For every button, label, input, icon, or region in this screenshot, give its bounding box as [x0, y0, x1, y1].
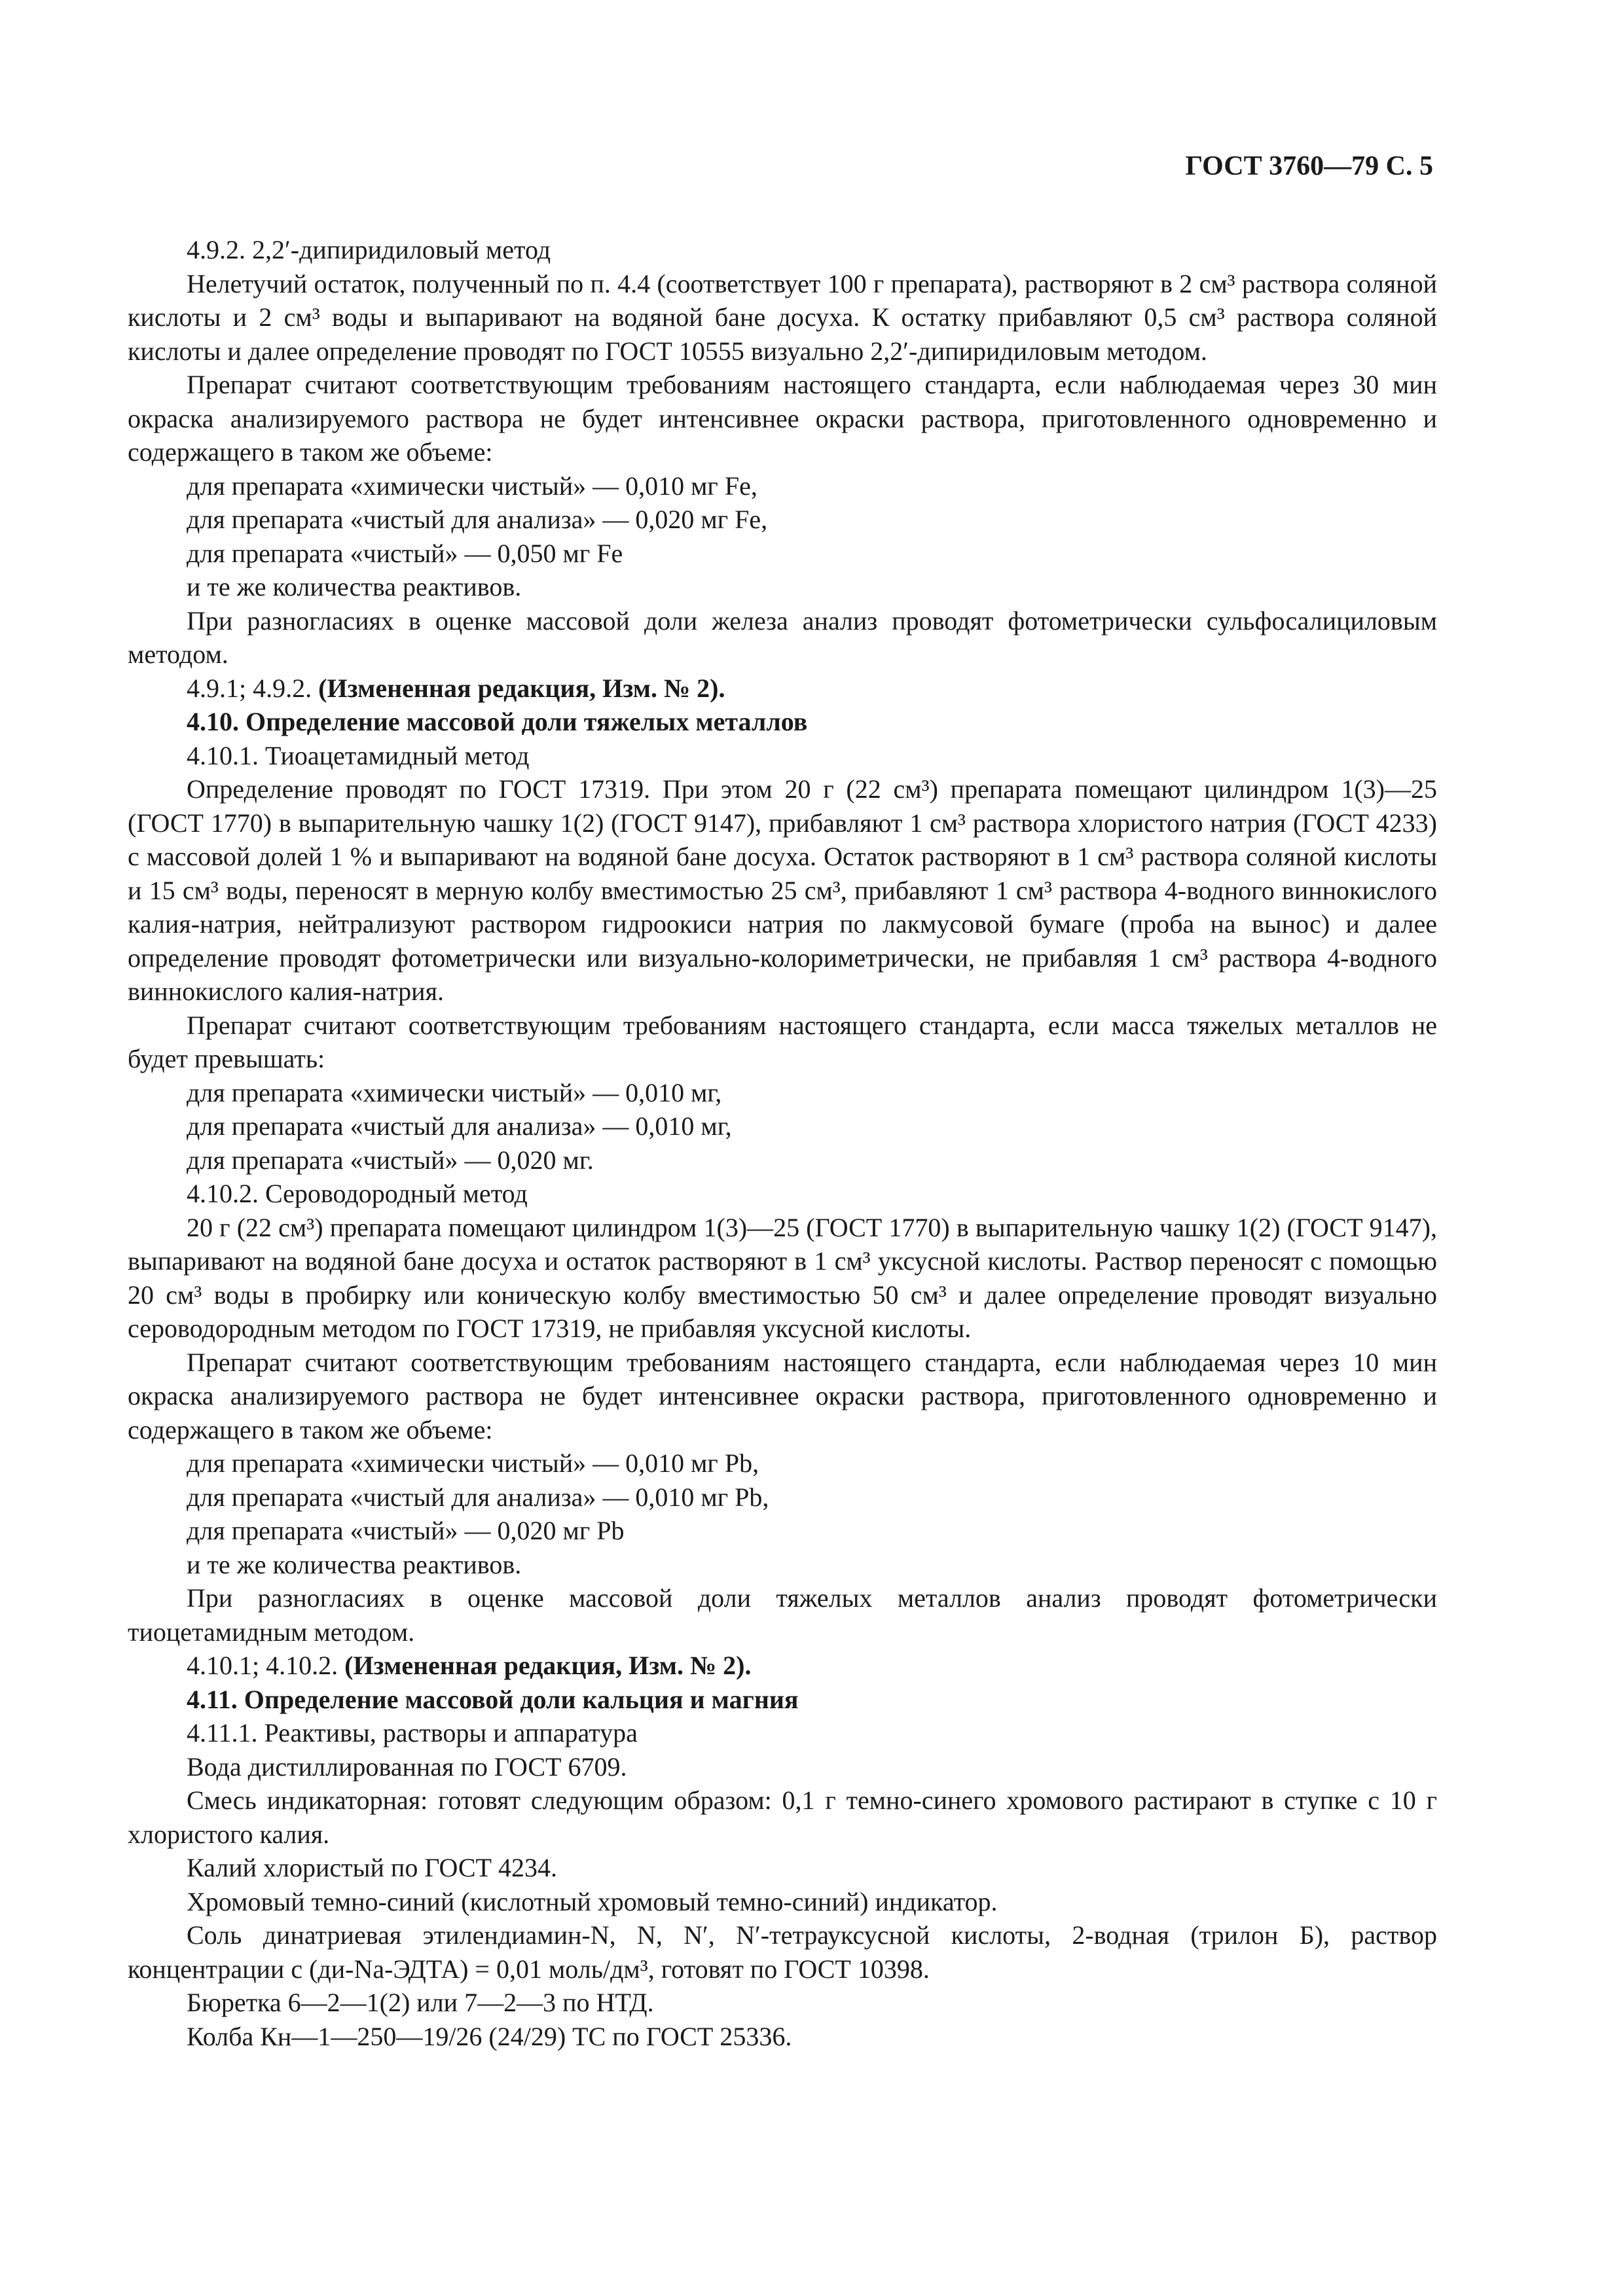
list-item: [128, 570, 1437, 604]
paragraph-text: 4.9.1; 4.9.2.: [187, 673, 319, 703]
paragraph-text: Колба Кн—1—250—19/26 (24/29) ТС по ГОСТ 25336.: [187, 2021, 792, 2051]
section-heading: [128, 1683, 1437, 1717]
paragraph: [128, 1885, 1437, 1919]
paragraph-text: Хромовый темно-синий (кислотный хромовый темно-синий) индикатор.: [187, 1886, 998, 1916]
paragraph-text: для препарата «чистый» — 0,050 мг Fe: [187, 538, 623, 568]
list-item: [128, 1514, 1437, 1548]
paragraph-text: Бюретка 6—2—1(2) или 7—2—3 по НТД.: [187, 1988, 654, 2017]
paragraph-text: 4.11. Определение массовой доли кальция и магния: [187, 1684, 799, 1714]
paragraph-text: Калий хлористый по ГОСТ 4234.: [187, 1853, 557, 1882]
paragraph: [128, 267, 1437, 368]
paragraph-text: для препарата «чистый для анализа» — 0,020 мг Fe,: [187, 505, 768, 534]
paragraph-text: Смесь индикаторная: готовят следующим образом: 0,1 г темно-синего хромового растирают в ступке с 10 г хлористого калия.: [128, 1785, 1437, 1849]
paragraph: [128, 368, 1437, 469]
paragraph-text: для препарата «химически чистый» — 0,010 мг Pb,: [187, 1448, 759, 1478]
list-item: [128, 537, 1437, 571]
paragraph-text: Соль динатриевая этилендиамин-N, N, N′, N′-тетрауксусной кислоты, 2-водная (трилон Б), раствор концентрации с (ди-Na-ЭДТА) = 0,01 моль/дм³, готовят по ГОСТ 10398.: [128, 1920, 1437, 1984]
paragraph-text: 4.10.2. Сероводородный метод: [187, 1179, 528, 1208]
paragraph: [128, 1649, 1437, 1683]
paragraph-text: Препарат считают соответствующим требованиям настоящего стандарта, если наблюдаемая через 10 мин окраска анализируемого раствора не будет интенсивнее окраски раствора, приготовленного одновременно и содержащего в таком же объеме:: [128, 1347, 1437, 1444]
paragraph: [128, 1581, 1437, 1649]
document-body: [128, 233, 1437, 2053]
amendment-note: (Измененная редакция, Изм. № 2).: [344, 1651, 752, 1680]
list-item: [128, 503, 1437, 537]
paragraph-text: 4.10. Определение массовой доли тяжелых металлов: [187, 707, 808, 736]
paragraph: [128, 1986, 1437, 2020]
list-item: [128, 1143, 1437, 1177]
paragraph: [128, 1716, 1437, 1750]
paragraph: [128, 1211, 1437, 1346]
paragraph-text: для препарата «чистый для анализа» — 0,010 мг Pb,: [187, 1482, 769, 1512]
paragraph-text: 4.11.1. Реактивы, растворы и аппаратура: [187, 1718, 638, 1748]
paragraph-text: Вода дистиллированная по ГОСТ 6709.: [187, 1751, 627, 1782]
section-heading: [128, 705, 1437, 739]
paragraph-text: 4.10.1. Тиоацетамидный метод: [187, 740, 530, 770]
paragraph: [128, 233, 1437, 267]
list-item: [128, 1109, 1437, 1143]
paragraph: [128, 1177, 1437, 1211]
paragraph-text: 4.10.1; 4.10.2.: [187, 1651, 345, 1680]
paragraph: [128, 1346, 1437, 1447]
paragraph-text: для препарата «чистый» — 0,020 мг.: [187, 1145, 594, 1175]
paragraph-text: для препарата «химически чистый» — 0,010 мг,: [187, 1077, 722, 1107]
paragraph-text: При разногласиях в оценке массовой доли железа анализ проводят фотометрически сульфосалициловым методом.: [128, 605, 1437, 669]
paragraph: [128, 1009, 1437, 1076]
paragraph: [128, 604, 1437, 672]
paragraph-text: для препарата «чистый для анализа» — 0,010 мг,: [187, 1111, 732, 1141]
paragraph: [128, 1918, 1437, 1986]
paragraph: [128, 672, 1437, 706]
paragraph: [128, 2020, 1437, 2054]
paragraph-text: Нелетучий остаток, полученный по п. 4.4 (соответствует 100 г препарата), растворяют в 2 см³ раствора соляной кислоты и 2 см³ воды и выпаривают на водяной бане досуха. К остатку прибавляют 0,5 см³ раствора соляной кислоты и далее определение проводят по ГОСТ 10555 визуально 2,2′-дипиридиловым методом.: [128, 268, 1437, 366]
list-item: [128, 1076, 1437, 1110]
paragraph-text: Препарат считают соответствующим требованиям настоящего стандарта, если масса тяжелых металлов не будет превышать:: [128, 1010, 1437, 1073]
paragraph-text: 20 г (22 см³) препарата помещают цилиндром 1(3)—25 (ГОСТ 1770) в выпарительную чашку 1(2) (ГОСТ 9147), выпаривают на водяной бане досуха и остаток растворяют в 1 см³ уксусной кислоты. Раствор переносят с помощью 20 см³ воды в пробирку или коническую колбу вместимостью 50 см³ и далее определение проводят визуально сероводородным методом по ГОСТ 17319, не прибавляя уксусной кислоты.: [128, 1212, 1437, 1343]
paragraph-text: При разногласиях в оценке массовой доли тяжелых металлов анализ проводят фотометрически тиоцетамидным методом.: [128, 1583, 1437, 1647]
list-item: [128, 1446, 1437, 1480]
paragraph: [128, 1784, 1437, 1851]
paragraph-text: и те же количества реактивов.: [187, 572, 522, 601]
list-item: [128, 1480, 1437, 1515]
paragraph-text: 4.9.2. 2,2′-дипиридиловый метод: [187, 235, 551, 264]
paragraph: [128, 739, 1437, 773]
paragraph: [128, 772, 1437, 1009]
paragraph-text: Определение проводят по ГОСТ 17319. При этом 20 г (22 см³) препарата помещают цилиндром 1(3)—25 (ГОСТ 1770) в выпарительную чашку 1(2) (ГОСТ 9147), прибавляют 1 см³ раствора хлористого натрия (ГОСТ 4233) с массовой долей 1 % и выпаривают на водяной бане досуха. Остаток растворяют в 1 см³ раствора соляной кислоты и 15 см³ воды, переносят в мерную колбу вместимостью 25 см³, прибавляют 1 см³ раствора 4-водного виннокислого калия-натрия, нейтрализуют раствором гидроокиси натрия по лакмусовой бумаге (проба на вынос) и далее определение проводят фотометрически или визуально-колориметрически, не прибавляя 1 см³ раствора 4-водного виннокислого калия-натрия.: [128, 774, 1437, 1006]
paragraph: [128, 1851, 1437, 1885]
amendment-note: (Измененная редакция, Изм. № 2).: [318, 673, 725, 703]
list-item: [128, 1548, 1437, 1582]
list-item: [128, 469, 1437, 503]
paragraph-text: и те же количества реактивов.: [187, 1549, 522, 1579]
paragraph-text: Препарат считают соответствующим требованиям настоящего стандарта, если наблюдаемая через 30 мин окраска анализируемого раствора не будет интенсивнее окраски раствора, приготовленного одновременно и содержащего в таком же объеме:: [128, 370, 1437, 467]
paragraph: [128, 1750, 1437, 1784]
paragraph-text: для препарата «чистый» — 0,020 мг Pb: [187, 1516, 625, 1545]
page-header: ГОСТ 3760—79 С. 5: [1185, 151, 1433, 181]
paragraph-text: для препарата «химически чистый» — 0,010 мг Fe,: [187, 471, 757, 501]
